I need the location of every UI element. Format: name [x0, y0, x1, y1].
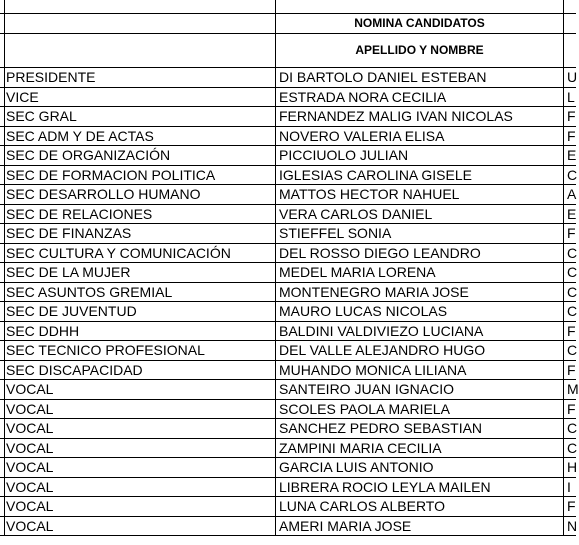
cell-cargo[interactable]: SEC ASUNTOS GREMIAL — [6, 284, 173, 300]
cell-cargo[interactable]: SEC DE FORMACION POLITICA — [6, 167, 216, 183]
header-title: NOMINA CANDIDATOS — [354, 16, 485, 30]
cell-extra[interactable]: M — [567, 381, 579, 397]
cell-cargo[interactable]: VOCAL — [6, 440, 54, 456]
cell-cargo[interactable]: VICE — [6, 89, 39, 105]
cell-extra[interactable]: C — [567, 284, 578, 300]
cell-extra[interactable]: C — [567, 264, 578, 280]
cell-extra[interactable]: N — [567, 518, 578, 534]
cell-cargo[interactable]: VOCAL — [6, 498, 54, 514]
cell-nombre[interactable]: AMERI MARIA JOSE — [279, 518, 412, 534]
cell-cargo[interactable]: SEC GRAL — [6, 108, 77, 124]
gridline-vertical — [275, 0, 276, 536]
cell-nombre[interactable]: STIEFFEL SONIA — [279, 225, 392, 241]
cell-nombre[interactable]: DI BARTOLO DANIEL ESTEBAN — [279, 69, 487, 85]
cell-extra[interactable]: U — [567, 69, 578, 85]
cell-nombre[interactable]: GARCIA LUIS ANTONIO — [279, 459, 434, 475]
cell-extra[interactable]: H — [567, 459, 578, 475]
cell-cargo[interactable]: VOCAL — [6, 401, 54, 417]
cell-cargo[interactable]: VOCAL — [6, 518, 54, 534]
cell-extra[interactable]: C — [567, 303, 578, 319]
gridline-vertical — [4, 0, 5, 536]
cell-nombre[interactable]: MEDEL MARIA LORENA — [279, 264, 436, 280]
cell-extra[interactable]: F — [567, 108, 576, 124]
cell-extra[interactable]: C — [567, 245, 578, 261]
cell-nombre[interactable]: MAURO LUCAS NICOLAS — [279, 303, 448, 319]
cell-nombre[interactable]: MONTENEGRO MARIA JOSE — [279, 284, 469, 300]
cell-extra[interactable]: I — [567, 479, 571, 495]
cell-nombre[interactable]: SANCHEZ PEDRO SEBASTIAN — [279, 420, 483, 436]
cell-extra[interactable]: L — [567, 89, 575, 105]
cell-cargo[interactable]: SEC ADM Y DE ACTAS — [6, 128, 154, 144]
cell-nombre[interactable]: SCOLES PAOLA MARIELA — [279, 401, 450, 417]
cell-cargo[interactable]: SEC DE RELACIONES — [6, 206, 153, 222]
cell-nombre[interactable]: LUNA CARLOS ALBERTO — [279, 498, 445, 514]
cell-extra[interactable]: C — [567, 167, 578, 183]
gridline-vertical — [563, 0, 564, 536]
cell-cargo[interactable]: VOCAL — [6, 420, 54, 436]
cell-cargo[interactable]: PRESIDENTE — [6, 69, 96, 85]
cell-cargo[interactable]: SEC DISCAPACIDAD — [6, 362, 143, 378]
cell-cargo[interactable]: SEC DE FINANZAS — [6, 225, 132, 241]
cell-cargo[interactable]: VOCAL — [6, 479, 54, 495]
cell-extra[interactable]: F — [567, 225, 576, 241]
cell-extra[interactable]: F — [567, 323, 576, 339]
cell-extra[interactable]: C — [567, 440, 578, 456]
cell-extra[interactable]: E — [567, 147, 577, 163]
cell-nombre[interactable]: ESTRADA NORA CECILIA — [279, 89, 447, 105]
cell-nombre[interactable]: NOVERO VALERIA ELISA — [279, 128, 445, 144]
cell-nombre[interactable]: ZAMPINI MARIA CECILIA — [279, 440, 442, 456]
cell-nombre[interactable]: DEL ROSSO DIEGO LEANDRO — [279, 245, 481, 261]
cell-cargo[interactable]: SEC DDHH — [6, 323, 80, 339]
cell-extra[interactable]: C — [567, 420, 578, 436]
cell-nombre[interactable]: FERNANDEZ MALIG IVAN NICOLAS — [279, 108, 513, 124]
cell-cargo[interactable]: SEC DE JUVENTUD — [6, 303, 137, 319]
cell-cargo[interactable]: SEC CULTURA Y COMUNICACIÓN — [6, 245, 231, 261]
cell-nombre[interactable]: SANTEIRO JUAN IGNACIO — [279, 381, 455, 397]
cell-cargo[interactable]: SEC DE LA MUJER — [6, 264, 131, 280]
cell-cargo[interactable]: SEC TECNICO PROFESIONAL — [6, 342, 205, 358]
cell-cargo[interactable]: SEC DESARROLLO HUMANO — [6, 186, 201, 202]
cell-nombre[interactable]: MUHANDO MONICA LILIANA — [279, 362, 467, 378]
cell-cargo[interactable]: SEC DE ORGANIZACIÓN — [6, 147, 171, 163]
cell-nombre[interactable]: BALDINI VALDIVIEZO LUCIANA — [279, 323, 484, 339]
cell-nombre[interactable]: PICCIUOLO JULIAN — [279, 147, 409, 163]
cell-nombre[interactable]: VERA CARLOS DANIEL — [279, 206, 433, 222]
cell-extra[interactable]: E — [567, 206, 577, 222]
cell-extra[interactable]: C — [567, 342, 578, 358]
cell-cargo[interactable]: VOCAL — [6, 459, 54, 475]
cell-extra[interactable]: A — [567, 186, 577, 202]
cell-extra[interactable]: F — [567, 498, 576, 514]
cell-nombre[interactable]: MATTOS HECTOR NAHUEL — [279, 186, 460, 202]
cell-nombre[interactable]: DEL VALLE ALEJANDRO HUGO — [279, 342, 486, 358]
cell-nombre[interactable]: IGLESIAS CAROLINA GISELE — [279, 167, 472, 183]
cell-extra[interactable]: F — [567, 362, 576, 378]
cell-extra[interactable]: F — [567, 401, 576, 417]
header-subtitle: APELLIDO Y NOMBRE — [355, 43, 484, 57]
cell-nombre[interactable]: LIBRERA ROCIO LEYLA MAILEN — [279, 479, 491, 495]
cell-extra[interactable]: F — [567, 128, 576, 144]
cell-cargo[interactable]: VOCAL — [6, 381, 54, 397]
